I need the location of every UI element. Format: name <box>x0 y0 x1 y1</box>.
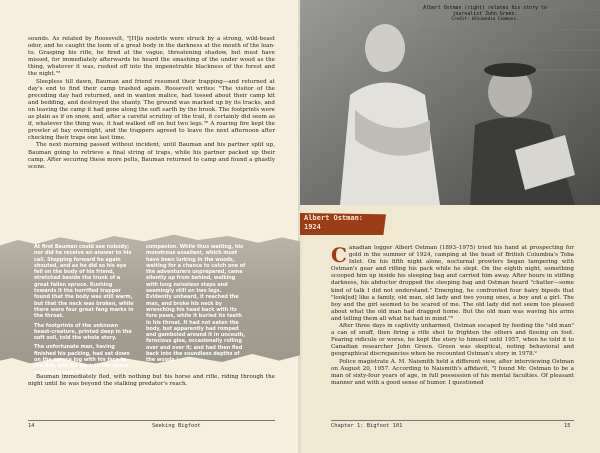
heading-line-2: 1924 <box>304 223 321 231</box>
paragraph-text: anadian logger Albert Ostman (1893–1975) tried his hand at prospecting for gold in the summer of 1924, camping at the head of British Columbia's Toba Inlet. On his fifth night alone, nocturnal prowlers began tampering with Ostman's gear and rifling his pack while he slept. On the eighth night, something scooped him up inside his sleeping bag and carried him away. After hours in stifling darkness, his abductor dropped the sleeping bag and Ostman heard "chatter—some kind of talk I did not understand." Emerging, he confronted four hairy bipeds that "look[ed] like a family, old man, old lady and two young ones, a boy and a girl. The boy and the girl seemed to be scared of me. The old lady did not seem too pleased about what the old man had dragged home. But the old man was waving his arms and telling them all what he had in mind."⁸ <box>331 245 574 322</box>
sidebar-paragraph: The footprints of the unknown beast-creature, printed deep in the soft soil, told the whole story. <box>34 322 132 342</box>
sidebar-column-2 <box>146 244 246 367</box>
sidebar-paragraph: At first Bauman could see nobody; nor did he receive an answer to his call. Stepping forward he again shouted, and as he did so his eye fell on the body of his friend, stretched beside the trunk of a great fallen spruce. Rushing towards it the horrified trapper found that the body was still warm, but that the neck was broken, while there were four great fang marks in the throat. <box>34 244 134 320</box>
paragraph: Bauman immediately fled, with nothing but his horse and rifle, riding through the night until he was beyond the stalking predator's reach. <box>28 374 275 388</box>
paragraph: Sleepless till dawn, Bauman and friend resumed their trapping—and returned at day's end to find their camp trashed again. Roosevelt writes: "The visitor of the preceding day had returned, and in wanton malice, had tossed about their camp kit and bedding, and destroyed the shanty. The ground was marked up by its tracks, and on leaving the camp it had gone along the soft earth by the brook. The footprints were as plain as if on snow, and, after a careful scrutiny of the trail, it certainly did seem as if, whatever the thing was, it had walked off on but two legs."⁶ A roaring fire kept the prowler at bay overnight, and the trappers agreed to leave the next afternoon after checking their traps one last time. <box>28 78 275 142</box>
photo-credit: Credit: Wikimedia Commons. <box>451 17 519 23</box>
left-body-text-top <box>28 36 275 171</box>
right-body-text <box>331 245 574 387</box>
sidebar-paragraph: The unfortunate man, having finished his packing, had sat down on the spruce log with his face to the fire, and his back to the dense woods, to wait for his <box>34 344 130 376</box>
photo-ostman-green <box>300 0 600 205</box>
right-page-number: 15 <box>564 423 571 429</box>
paragraph: sounds. As related by Roosevelt, "[H]is nostrils were struck by a strong, wild-beast odor, and he caught the loom of a great body in the darkness at the mouth of the lean-to. Grasping his rifle, he fired at the vague, threatening shadow, but must have missed, for immediately afterwards he heard the smashing of the under wood as the thing, whatever it was, rushed off into the impenetrable blackness of the forest and the night."⁵ <box>28 36 275 78</box>
paragraph: After three days in captivity unharmed, Ostman escaped by feeding the "old man" a can of snuff, then firing a rifle shot to frighten the others and fleeing on foot. Fearing ridicule or worse, he kept the story to himself until 1957, when he told it to Canadian researcher John Green. Green was skeptical, noting behavioral and geographical discrepancies when he recounted Ostman's story in 1978.⁹ <box>331 323 574 358</box>
paragraph: Police magistrate A. M. Naismith held a different view, after interviewing Ostman on August 20, 1957. According to Naismith's affidavit, "I found Mr. Ostman to be a man of sixty-four years of age, in full possession of his mental faculties. Of pleasant manner and with a good sense of humor. I questioned <box>331 358 574 386</box>
sidebar-paragraph: companion. While thus waiting, his monstrous assailant, which must have been lurking in the woods, waiting for a chance to catch one of the adventurers unprepared, came silently up from behind, walking with long noiseless steps and seemingly still on two legs. Evidently unheard, it reached the man, and broke his neck by wrenching his head back with its fore paws, while it buried its teeth in his throat. It had not eaten the body, but apparently had romped and gamboled around it in uncouth, ferocious glee, occasionally rolling over and over it; and had then fled back into the soundless depths of the woods.⁷ <box>146 244 246 364</box>
right-footer-rule <box>331 420 574 421</box>
left-page-number: 14 <box>28 423 35 429</box>
paragraph <box>331 245 574 323</box>
left-running-title: Seeking Bigfoot <box>152 423 201 429</box>
left-footer-rule <box>28 420 275 421</box>
heading-line-1: Albert Ostman: <box>304 214 364 222</box>
drop-cap: C <box>331 243 347 267</box>
photo-illustration <box>300 0 600 205</box>
right-running-title: Chapter 1: Bigfoot 101 <box>331 423 403 429</box>
paragraph: The next morning passed without incident, until Bauman and his partner split up, Bauman going to retrieve a final string of traps, while his partner packed up their camp. After securing these more pelts, Bauman returned to camp and found a ghastly scene. <box>28 142 275 170</box>
section-heading <box>304 214 384 232</box>
left-body-text-bottom <box>28 374 275 388</box>
sidebar-column-1 <box>34 244 134 379</box>
photo-caption <box>417 5 553 24</box>
caption-text: Albert Ostman (right) relates his story to journalist John Green. <box>423 5 547 18</box>
